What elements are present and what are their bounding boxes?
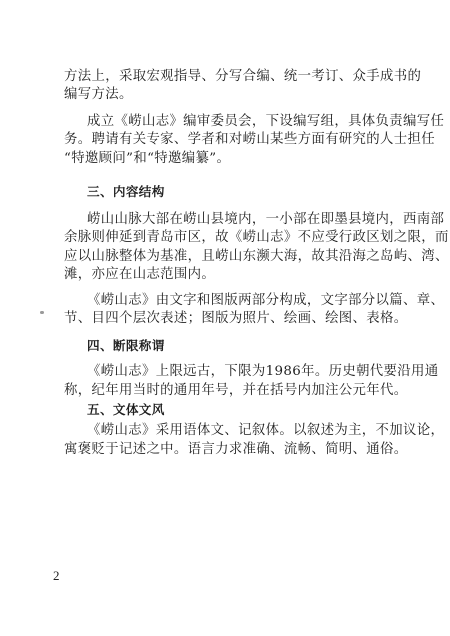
paragraph-line: 成立《崂山志》编审委员会，下设编写组，具体负责编写任 (87, 114, 445, 129)
page-number: 2 (53, 568, 60, 583)
scan-speck (40, 311, 44, 314)
paragraph-line: 称，纪年用当时的通用年号，并在括号内加注公元年代。 (64, 383, 408, 398)
paragraph-line: 《崂山志》上限远古，下限为1986年。历史朝代要沿用通 (87, 364, 439, 379)
section-heading: 五、文体文风 (87, 402, 165, 417)
paragraph-line: 方法上，采取宏观指导、分写合编、统一考订、众手成书的 (64, 69, 422, 84)
paragraph-line: 寓褒贬于记述之中。语言力求准确、流畅、简明、通俗。 (64, 442, 408, 457)
paragraph-line: 《崂山志》采用语体文、记叙体。以叙述为主，不加议论， (87, 423, 445, 438)
paragraph-line: 滩，亦应在山志范围内。 (64, 267, 216, 282)
paragraph-line: 务。聘请有关专家、学者和对崂山某些方面有研究的人士担任 (64, 132, 435, 147)
paragraph-line: 《崂山志》由文字和图版两部分构成，文字部分以篇、章、 (87, 293, 445, 308)
paragraph-line: “特邀顾问”和“特邀编纂”。 (64, 151, 231, 166)
paragraph-line: 应以山脉整体为基准，且崂山东濒大海，故其沿海之岛屿、湾、 (64, 249, 449, 264)
paragraph-line: 余脉则伸延到青岛市区，故《崂山志》不应受行政区划之限，而 (64, 230, 449, 245)
section-heading: 三、内容结构 (87, 184, 165, 199)
section-heading: 四、断限称谓 (87, 338, 165, 353)
paragraph-line: 编写方法。 (64, 87, 133, 102)
paragraph-line: 崂山山脉大部在崂山县境内，一小部在即墨县境内，西南部 (87, 212, 445, 227)
paragraph-line: 节、目四个层次表述；图版为照片、绘画、绘图、表格。 (64, 311, 408, 326)
